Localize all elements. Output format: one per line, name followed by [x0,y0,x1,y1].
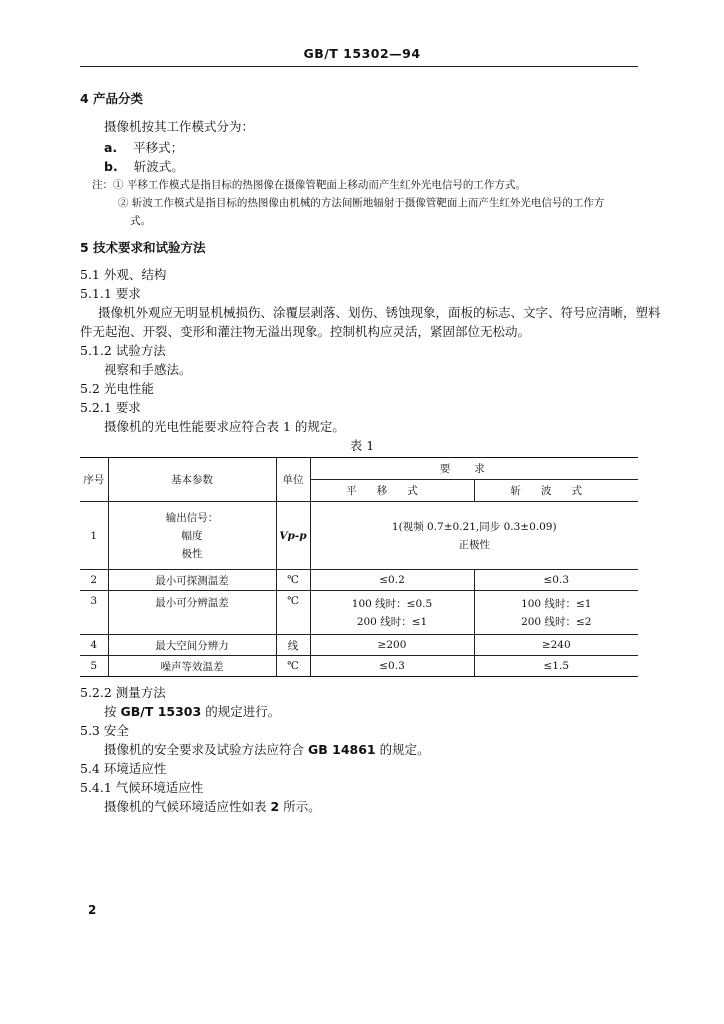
table-header-no: 序号 [80,458,108,502]
row-chop-value: ≥240 [474,635,638,656]
note-1 [92,177,526,192]
heading-5-3: 5.3 安全 [80,723,129,738]
table-row [80,591,638,635]
row-pan-value: ≥200 [310,635,474,656]
table-1 [80,457,638,677]
header-rule [80,66,638,67]
table-row [80,502,638,570]
list-marker: b. [104,159,118,174]
list-marker: a. [104,140,118,155]
page-number: 2 [88,903,97,917]
table-row [80,656,638,677]
row-unit: ℃ [276,570,310,591]
heading-5-1-2: 5.1.2 试验方法 [80,343,166,358]
heading-5-4: 5.4 环境适应性 [80,761,167,776]
table-header-param: 基本参数 [108,458,276,502]
note-2-line-1: ② 斩波工作模式是指目标的热图像由机械的方法间断地辐射于摄像管靶面上而产生红外光电信号的工作方 [118,197,605,209]
paragraph-5-4-1: 摄像机的气候环境适应性如表 2 所示。 [104,799,321,814]
list-text: 平移式； [133,140,184,155]
heading-5-2-2: 5.2.2 测量方法 [80,685,166,700]
row-param: 输出信号： 幅度 极性 [108,502,276,570]
paragraph-5-1-1-line-2: 件无起泡、开裂、变形和灌注物无溢出现象。控制机构应灵活，紧固部位无松动。 [80,324,531,339]
row-pan-value: ≤0.2 [310,570,474,591]
table-row [80,570,638,591]
section-4-intro: 摄像机按其工作模式分为： [104,119,255,134]
row-chop-value: ≤0.3 [474,570,638,591]
row-number: 1 [80,502,108,570]
table-header-requirement: 要求 [310,458,638,480]
paragraph-5-2-2: 按 GB/T 15303 的规定进行。 [104,704,281,719]
table-row [80,635,638,656]
paragraph-5-1-1-line-1: 摄像机外观应无明显机械损伤、涂覆层剥落、划伤、锈蚀现象，面板的标志、文字、符号应清晰，塑料 [98,305,661,320]
row-number: 4 [80,635,108,656]
row-pan-value: 100 线时：≤0.5 200 线时：≤1 [310,591,474,635]
note-1-text: ① 平移工作模式是指目标的热图像在摄像管靶面上移动而产生红外光电信号的工作方式。 [113,179,526,191]
heading-5-1: 5.1 外观、结构 [80,267,167,282]
list-item-a [104,138,183,156]
row-pan-value: ≤0.3 [310,656,474,677]
row-unit: ℃ [276,656,310,677]
section-4-title: 4 产品分类 [80,91,144,106]
table-reference: 2 [270,799,280,814]
section-5-title: 5 技术要求和试验方法 [80,240,206,255]
table-1-caption: 表 1 [349,438,375,453]
row-unit: Vp-p [276,502,310,570]
row-chop-value: ≤1.5 [474,656,638,677]
row-param: 最大空间分辨力 [108,635,276,656]
standard-reference: GB 14861 [307,742,376,757]
paragraph-5-1-2: 视察和手感法。 [104,362,192,377]
row-param: 噪声等效温差 [108,656,276,677]
row-param: 最小可分辨温差 [108,591,276,635]
row-unit: ℃ [276,591,310,635]
list-item-b [104,157,184,175]
paragraph-5-3: 摄像机的安全要求及试验方法应符合 GB 14861 的规定。 [104,742,430,757]
row-number: 3 [80,591,108,635]
standard-reference: GB/T 15303 [120,704,202,719]
note-2-line-2: 式。 [130,215,151,227]
paragraph-5-2-1: 摄像机的光电性能要求应符合表 1 的规定。 [104,419,345,434]
row-value: 1(视频 0.7±0.21,同步 0.3±0.09) 正极性 [310,502,638,570]
list-text: 斩波式。 [133,159,184,174]
heading-5-1-1: 5.1.1 要求 [80,286,141,301]
table-header-chop: 斩波式 [474,480,638,502]
heading-5-4-1: 5.4.1 气候环境适应性 [80,780,204,795]
heading-5-2-1: 5.2.1 要求 [80,400,141,415]
table-header-unit: 单位 [276,458,310,502]
row-param: 最小可探测温差 [108,570,276,591]
table-header-pan: 平移式 [310,480,474,502]
note-label: 注： [92,179,113,191]
row-number: 2 [80,570,108,591]
row-unit: 线 [276,635,310,656]
row-chop-value: 100 线时：≤1 200 线时：≤2 [474,591,638,635]
heading-5-2: 5.2 光电性能 [80,381,154,396]
row-number: 5 [80,656,108,677]
document-header-code: GB/T 15302—94 [303,46,421,61]
